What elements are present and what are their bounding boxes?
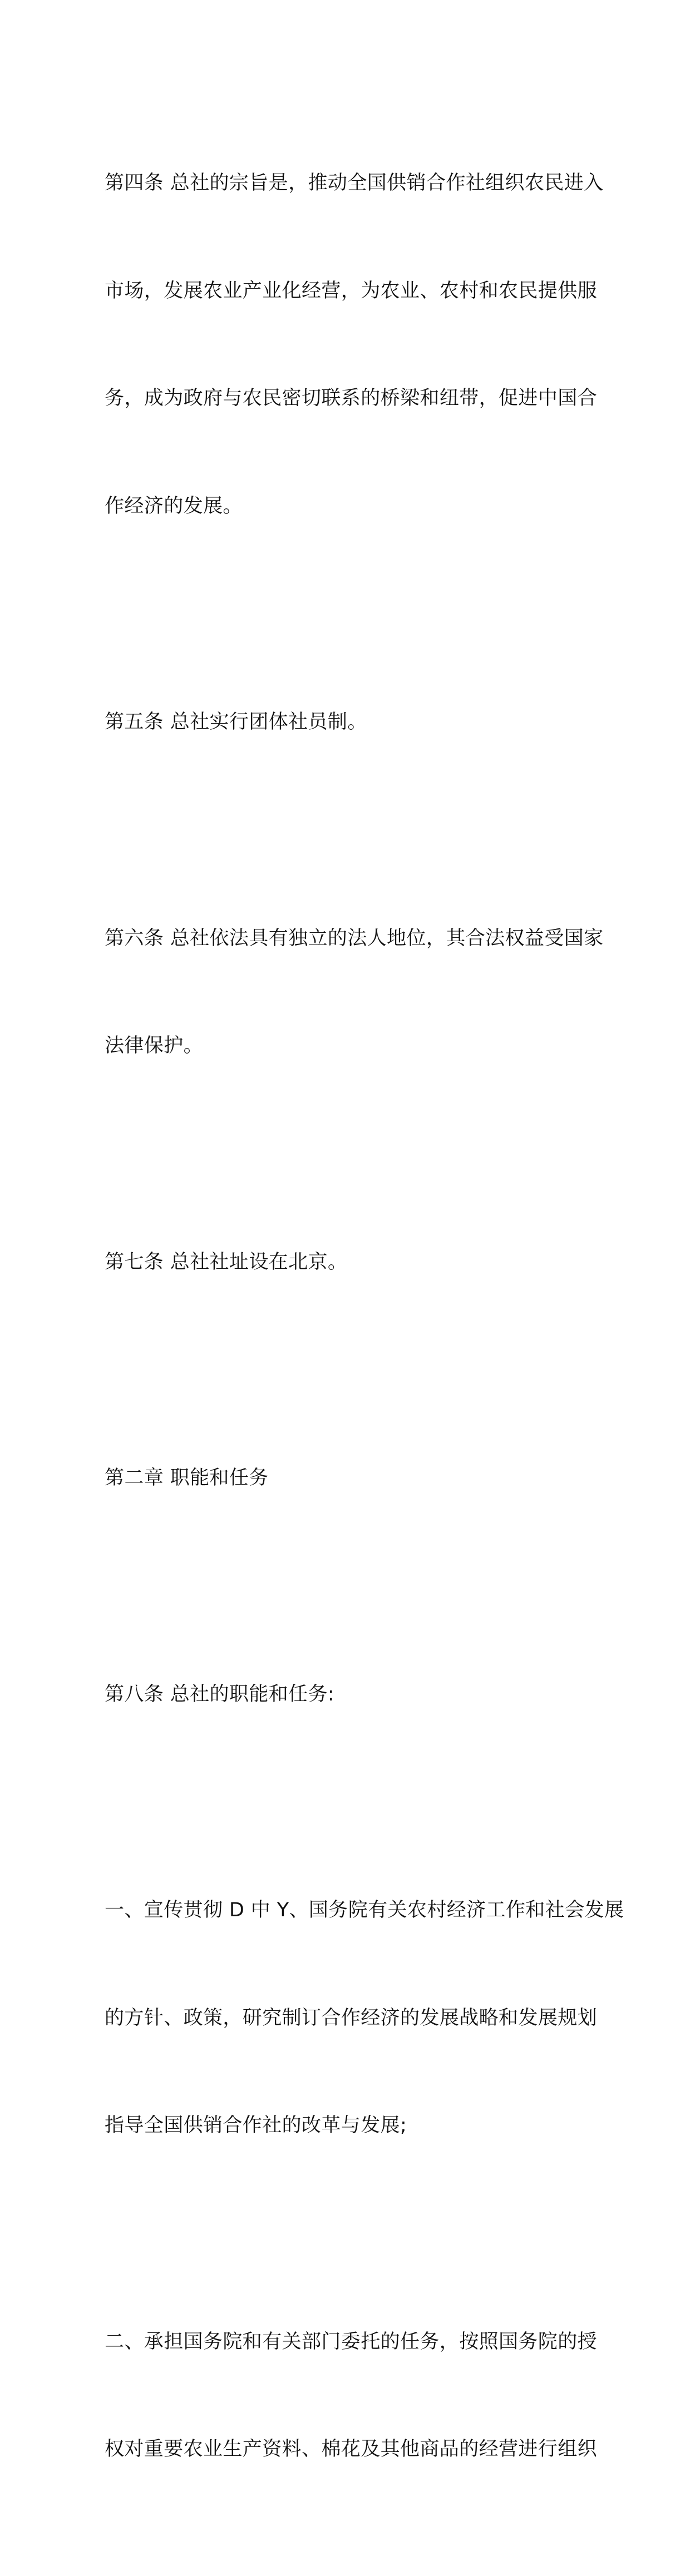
article-6-paragraph — [105, 849, 604, 1136]
paragraph-line: 一、宣传贯彻 D 中 Y、国务院有关农村经济工作和社会发展 — [105, 1899, 624, 1921]
article-7-paragraph — [105, 1173, 589, 1352]
paragraph-line: 指导全国供销合作社的改革与发展; — [105, 2114, 407, 2137]
paragraph-line: 第八条 总社的职能和任务: — [105, 1683, 335, 1705]
paragraph-line: 二、承担国务院和有关部门委托的任务，按照国务院的授 — [105, 2330, 598, 2353]
paragraph-line: 作经济的发展。 — [105, 495, 243, 517]
paragraph-line: 权对重要农业生产资料、棉花及其他商品的经营进行组织 — [105, 2438, 598, 2460]
paragraph-line: 务，成为政府与农民密切联系的桥梁和纽带，促进中国合 — [105, 387, 598, 409]
paragraph-line: 法律保护。 — [105, 1035, 204, 1057]
document-body — [105, 93, 624, 2576]
item-1-paragraph — [105, 1821, 624, 2216]
paragraph-line: 市场，发展农业产业化经营，为农业、农村和农民提供服 — [105, 279, 598, 302]
paragraph-line: 第四条 总社的宗旨是，推动全国供销合作社组织农民进入 — [105, 172, 604, 194]
paragraph-line: 第七条 总社社址设在北京。 — [105, 1250, 348, 1273]
item-2-paragraph — [105, 2252, 598, 2539]
article-5-paragraph — [105, 632, 589, 812]
paragraph-line: 的方针、政策，研究制订合作经济的发展战略和发展规划 — [105, 2006, 598, 2029]
article-4-paragraph — [105, 93, 604, 596]
paragraph-line: 第五条 总社实行团体社员制。 — [105, 711, 367, 733]
chapter-2-heading — [105, 1388, 589, 1568]
paragraph-line: 第二章 职能和任务 — [105, 1467, 269, 1489]
paragraph-line: 第六条 总社依法具有独立的法人地位，其合法权益受国家 — [105, 927, 604, 950]
article-8-paragraph — [105, 1605, 589, 1784]
